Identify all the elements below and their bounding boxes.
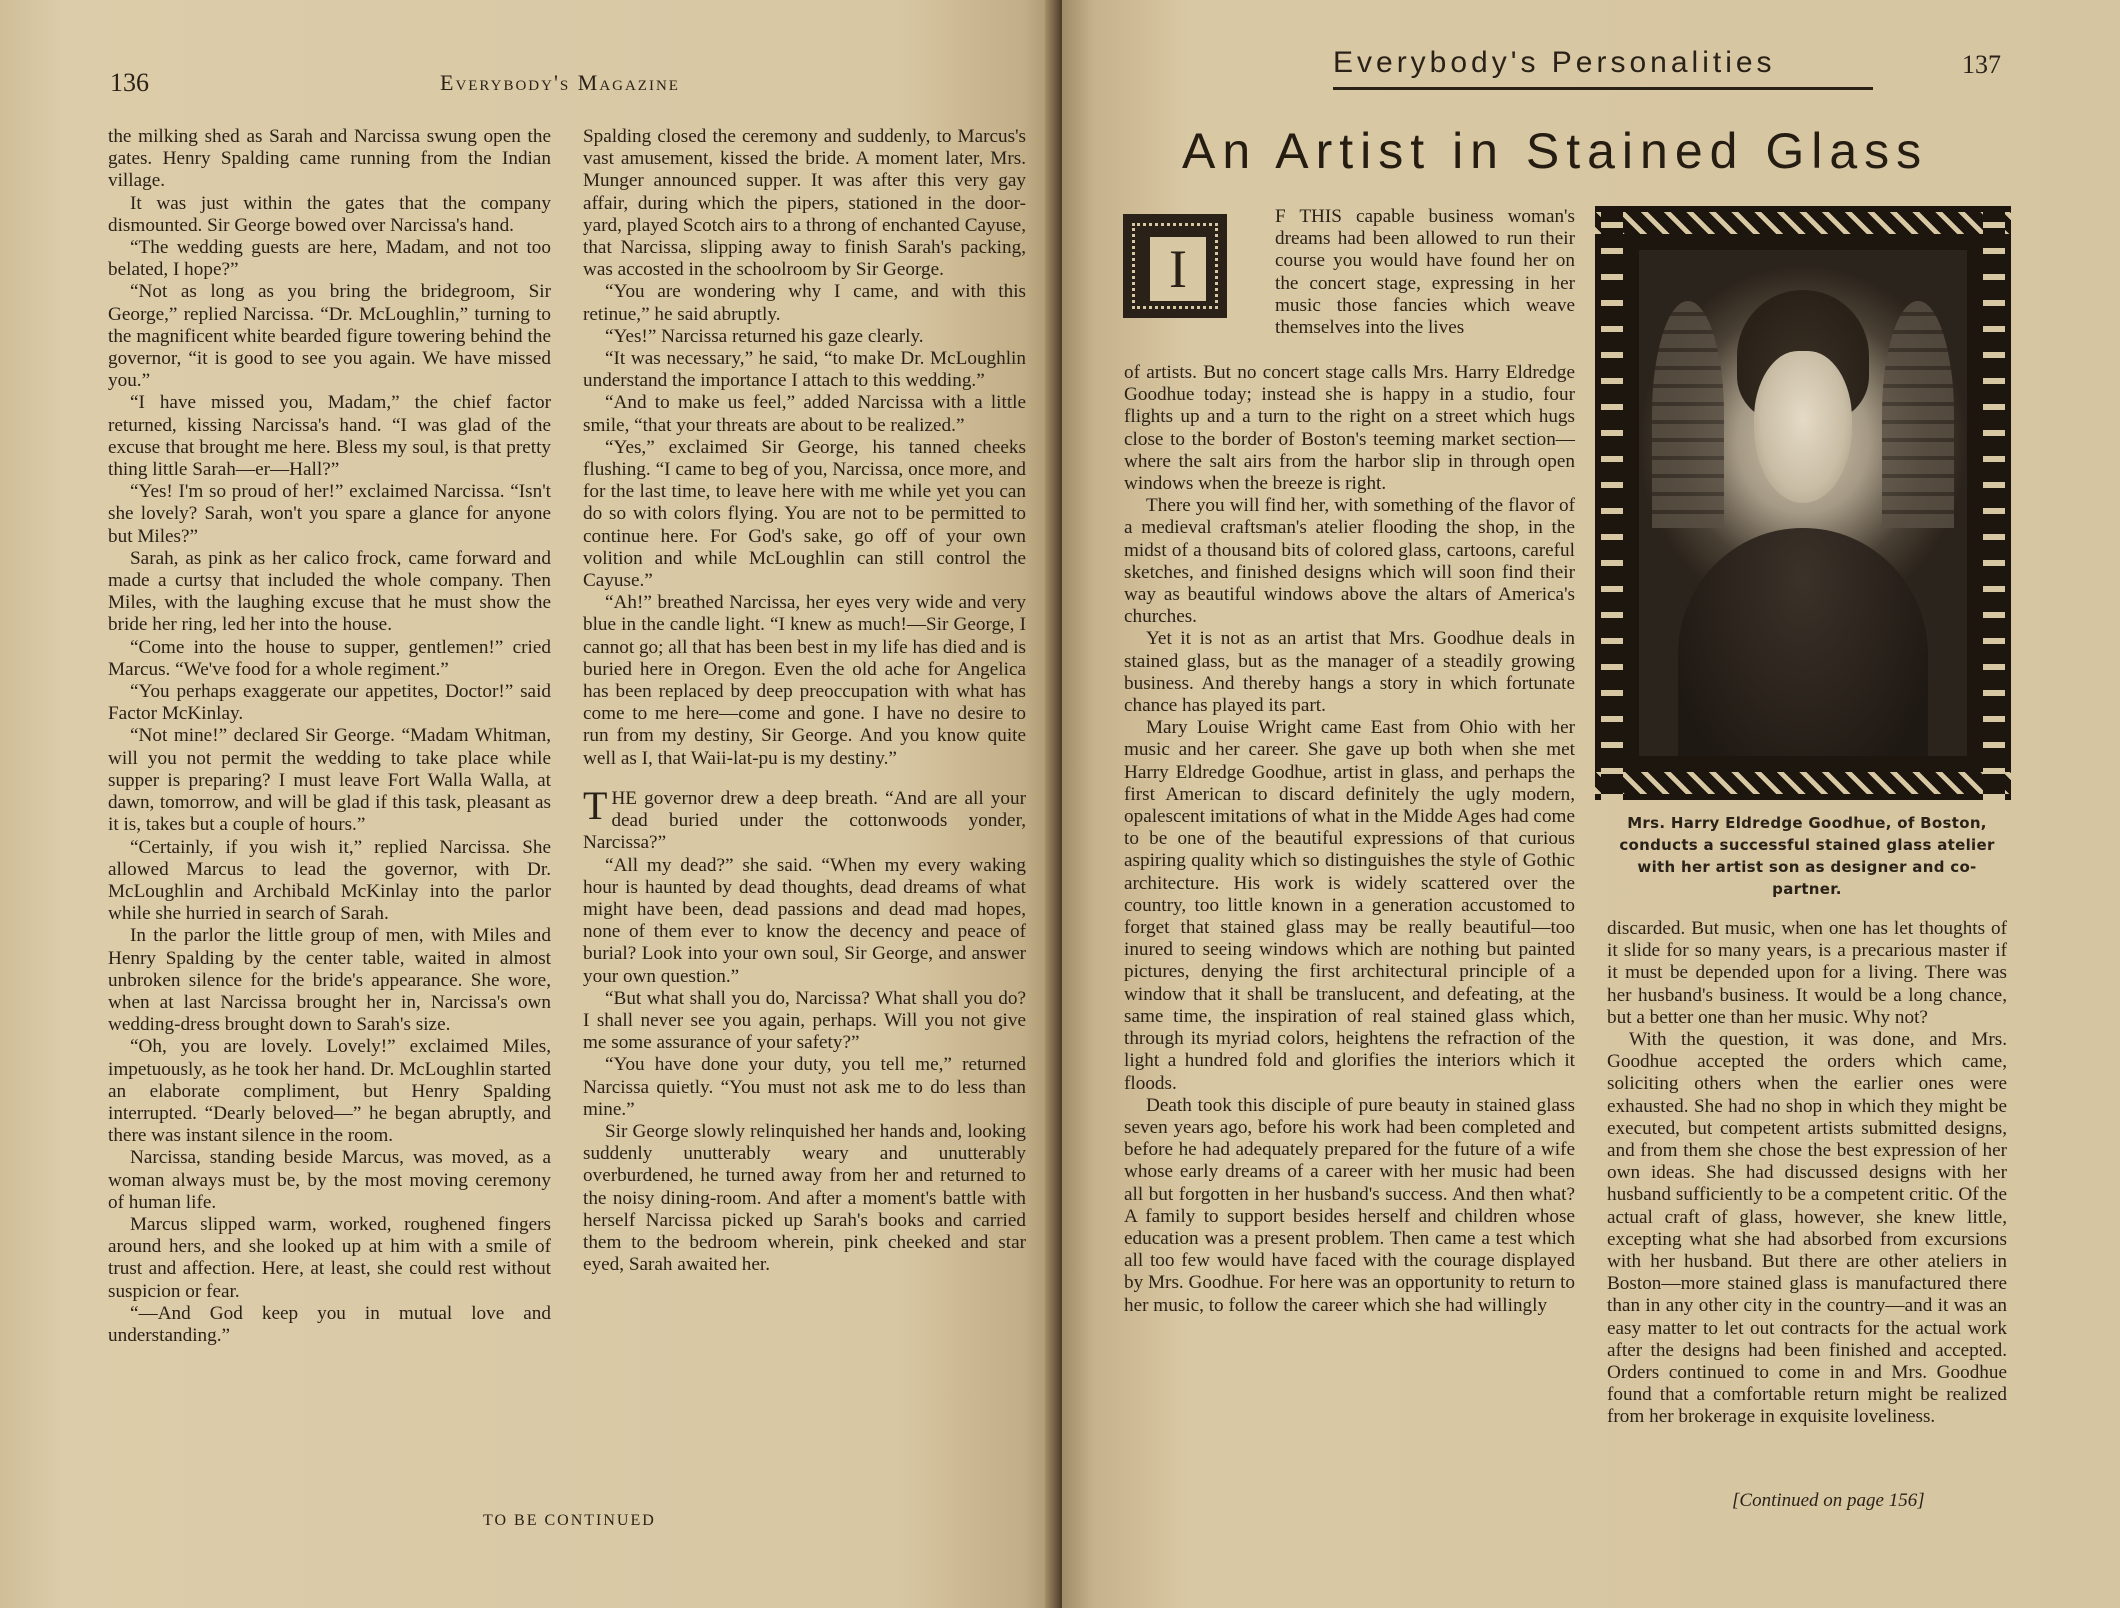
initial-letter: I: [1148, 235, 1208, 303]
paragraph: In the parlor the little group of men, with Miles and Henry Spalding by the center table, waited in almost unbroken silence for the bride's appearance. She wore, when at last Narcissa brought her in, Narcissa's own wedding-dress brought down to Sarah's size.: [108, 925, 551, 1036]
paragraph: Mary Louise Wright came East from Ohio with her music and her career. She gave up both when she met Harry Eldredge Goodhue, artist in glass, and perhaps the first American to discard definitely the ugly modern, opalescent imitations of what in the Midde Ages had come to be one of the beautiful expressions of that curious aspiring quality which so distinguishes the style of Gothic architecture. His work is widely scattered over the country, too little known in a generation accustomed to forget that stained glass may be really beautiful—too inured to seeing windows which are nothing but painted pictures, denying the first architectural principle of a window that it shall be translucent, and defeating, at the same time, the inspiration of real stained glass which, through its myriad colors, heightens the refraction of the light a hundred fold and glorifies the interiors which it floods.: [1124, 717, 1575, 1094]
paragraph: “But what shall you do, Narcissa? What shall you do? I shall never see you again, perhaps. Will you not give me some assurance of your safety?”: [583, 987, 1026, 1054]
paragraph: “The wedding guests are here, Madam, and not too belated, I hope?”: [108, 237, 551, 281]
frame-border-right: [1983, 206, 2005, 800]
paragraph: “Certainly, if you wish it,” replied Narcissa. She allowed Marcus to lead the governor, with Dr. McLoughlin and Archibald McKinlay into the parlor while she hurried in search of Sarah.: [108, 836, 551, 925]
paragraph: Narcissa, standing beside Marcus, was moved, as a woman always must be, by the most moving ceremony of human life.: [108, 1147, 551, 1213]
paragraph: Death took this disciple of pure beauty in stained glass seven years ago, before his work had been completed and before he had adequately prepared for the future of a wife whose early dreams of a career with her music had been all but forgotten in her husband's success. And then what? A family to support besides herself and children whose education was a present problem. Then came a test which all too few would have faced with the courage displayed by Mrs. Goodhue. For here was an opportunity to return to her music, to follow the career which she had willingly: [1124, 1094, 1575, 1316]
portrait-frame: [1595, 206, 2011, 800]
paragraph: There you will find her, with something of the flavor of a medieval craftsman's atelier flooding the shop, in the midst of a thousand bits of colored glass, cartoons, careful sketches, and finished designs which will soon find their way as beautiful windows above the altars of America's churches.: [1124, 495, 1575, 628]
paragraph: “Yes!” Narcissa returned his gaze clearly.: [605, 325, 924, 347]
portrait-photo: [1639, 250, 1967, 756]
article-title: An Artist in Stained Glass: [1182, 123, 1929, 179]
window-left: [1652, 301, 1724, 529]
paragraph: “Not mine!” declared Sir George. “Madam Whitman, will you not permit the wedding to take place while supper is preparing? I must leave Fort Walla Walla, at dawn, tomorrow, and will be glad if this task, pleasant as it is, takes but a couple of hours.”: [108, 725, 551, 836]
left-column-1: [108, 126, 551, 1347]
paragraph: “Come into the house to supper, gentlemen!” cried Marcus. “We've food for a whole regiment.”: [108, 636, 551, 680]
portrait-face: [1754, 351, 1852, 503]
right-column-1: [1124, 362, 1575, 1317]
continued-note: [Continued on page 156]: [1732, 1490, 1925, 1511]
paragraph: “—And God keep you in mutual love and understanding.”: [108, 1302, 551, 1346]
paragraph: “Not as long as you bring the bridegroom, Sir George,” replied Narcissa. “Dr. McLoughlin,” turning to the magnificent white bearded figure towering behind the governor, “it is good to see you again. We have missed you.”: [108, 281, 551, 392]
paragraph: Sir George slowly relinquished her hands and, looking suddenly unutterably weary and unutterably overburdened, he turned away from her and returned to the noisy dining-room. And after a moment's battle with herself Narcissa picked up Sarah's books and carried them to the bedroom wherein, pink cheeked and star eyed, Sarah awaited her.: [583, 1120, 1026, 1276]
page-number-right: 137: [1962, 50, 2001, 79]
paragraph: “I have missed you, Madam,” the chief factor returned, kissing Narcissa's hand. “I was glad of the excuse that brought me here. Bless my soul, is that pretty thing little Sarah—er—Hall?”: [108, 392, 551, 481]
frame-border-top: [1595, 212, 2011, 234]
paragraph: Spalding closed the ceremony and suddenly, to Marcus's vast amusement, kissed the bride. A moment later, Mrs. Munger announced supper. It was after this very gay affair, during which the pipers, stationed in the door-yard, played Scotch airs to a throng of enchanted Cayuse, that Narcissa, slipping away to finish Sarah's packing, was accosted in the schoolroom by Sir George.: [583, 126, 1026, 281]
paragraph: “And to make us feel,” added Narcissa with a little smile, “that your threats are about to be realized.”: [583, 392, 1026, 436]
paragraph: the milking shed as Sarah and Narcissa swung open the gates. Henry Spalding came running from the Indian village.: [108, 126, 551, 192]
section-head-rule: [1333, 87, 1873, 90]
paragraph: “Ah!” breathed Narcissa, her eyes very wide and very blue in the candle light. “I knew as much!—Sir George, I cannot go; all that has been best in my life has died and is buried here in Oregon. Even the old ache for Angelica has been replaced by deep preoccupation with what has come to me here—come and gone. I have no desire to run from my destiny, Sir George. And you know quite well as I, that Waii-lat-pu is my destiny.”: [583, 592, 1026, 769]
decorated-initial: [1123, 214, 1227, 318]
right-page: [1062, 0, 2120, 1608]
paragraph: “You perhaps exaggerate our appetites, Doctor!” said Factor McKinlay.: [108, 681, 551, 725]
photo-caption: Mrs. Harry Eldredge Goodhue, of Boston, conducts a successful stained glass atelier with her artist son as designer and co-partner.: [1619, 814, 1995, 898]
paragraph: With the question, it was done, and Mrs. Goodhue accepted the orders which came, soliciting others when the earlier ones were exhausted. She had no shop in which they might be executed, but competent artists submitted designs, and from them she chose the best expression of her own ideas. She had discussed designs with her husband sufficiently to be a competent critic. Of the actual craft of glass, however, she knew little, excepting what she had absorbed from excursions with her husband. But there are other ateliers in Boston—more stained glass is manufactured there than in any other city in the country—and it was an easy matter to let out contracts for the actual work after the designs had been finished and accepted. Orders continued to come in and Mrs. Goodhue found that a comfortable return might be realized from her brokerage in exquisite loveliness.: [1607, 1029, 2007, 1428]
paragraph: Marcus slipped warm, worked, roughened fingers around hers, and she looked up at him with a smile of trust and affection. Here, at least, she could rest without suspicion or fear.: [108, 1213, 551, 1302]
section-head: Everybody's Personalities: [1333, 46, 1776, 79]
paragraph: Sarah, as pink as her calico frock, came forward and made a curtsy that included the whole company. Then Miles, with the laughing excuse that he must show the bride her ring, led her into the house.: [108, 547, 551, 636]
left-page: [0, 0, 1055, 1608]
right-column-2: [1607, 918, 2007, 1429]
paragraph: “You have done your duty, you tell me,” returned Narcissa quietly. “You must not ask me to do less than mine.”: [583, 1054, 1026, 1120]
article-intro: [1275, 206, 1575, 339]
paragraph: “You are wondering why I came, and with this retinue,” he said abruptly.: [583, 281, 1026, 325]
paragraph: “It was necessary,” he said, “to make Dr. McLoughlin understand the importance I attach to this wedding.”: [583, 348, 1026, 392]
page-number-left: 136: [110, 68, 149, 97]
paragraph: THE governor drew a deep breath. “And are all your dead buried under the cottonwoods yonder, Narcissa?”: [583, 782, 1026, 854]
frame-border-bottom: [1595, 772, 2011, 794]
left-column-2: [583, 126, 1026, 1276]
paragraph: “Yes! I'm so proud of her!” exclaimed Narcissa. “Isn't she lovely? Sarah, won't you spare a glance for anyone but Miles?”: [108, 481, 551, 547]
paragraph: of artists. But no concert stage calls Mrs. Harry Eldredge Goodhue today; instead she is happy in a studio, four flights up and a turn to the right on a street which hugs close to the border of Boston's teeming market section—where the salt airs from the harbor slip in through open windows when the breeze is right.: [1124, 362, 1575, 495]
frame-border-left: [1601, 206, 1623, 800]
paragraph: “Yes,” exclaimed Sir George, his tanned cheeks flushing. “I came to beg of you, Narcissa, once more, and for the last time, to leave here with me while yet you can do so with colors flying. You are not to be permitted to continue here. For God's sake, go off of your own volition and while McLoughlin can still control the Cayuse.”: [583, 436, 1026, 592]
running-head: Everybody's Magazine: [440, 70, 680, 95]
intro-text: F THIS capable business woman's dreams had been allowed to run their course you would have found her on the concert stage, expressing in her music those fancies which weave themselves into the lives: [1275, 206, 1575, 339]
paragraph: discarded. But music, when one has let thoughts of it slide for so many years, is a precarious master if it must be depended upon for a living. There was her husband's business. It would be a long chance, but a better one than her music. Why not?: [1607, 918, 2007, 1028]
portrait-body: [1678, 528, 1927, 756]
window-right: [1882, 301, 1954, 529]
paragraph: “Oh, you are lovely. Lovely!” exclaimed Miles, impetuously, as he took her hand. Dr. McLoughlin started an elaborate compliment, but Henry Spalding interrupted. “Dearly beloved—” he began abruptly, and there was instant silence in the room.: [108, 1036, 551, 1147]
paragraph: “All my dead?” she said. “When my every waking hour is haunted by dead thoughts, dead dreams of what might have been, dead passions and dead mad hopes, none of them ever to know the decency and peace of burial? Look into your own soul, Sir George, and answer your own question.”: [583, 854, 1026, 987]
paragraph: It was just within the gates that the company dismounted. Sir George bowed over Narcissa's hand.: [108, 192, 551, 236]
paragraph: Yet it is not as an artist that Mrs. Goodhue deals in stained glass, but as the manager of a steadily growing business. And thereby hangs a story in which fortunate chance has played its part.: [1124, 628, 1575, 717]
to-be-continued: TO BE CONTINUED: [483, 1512, 656, 1529]
